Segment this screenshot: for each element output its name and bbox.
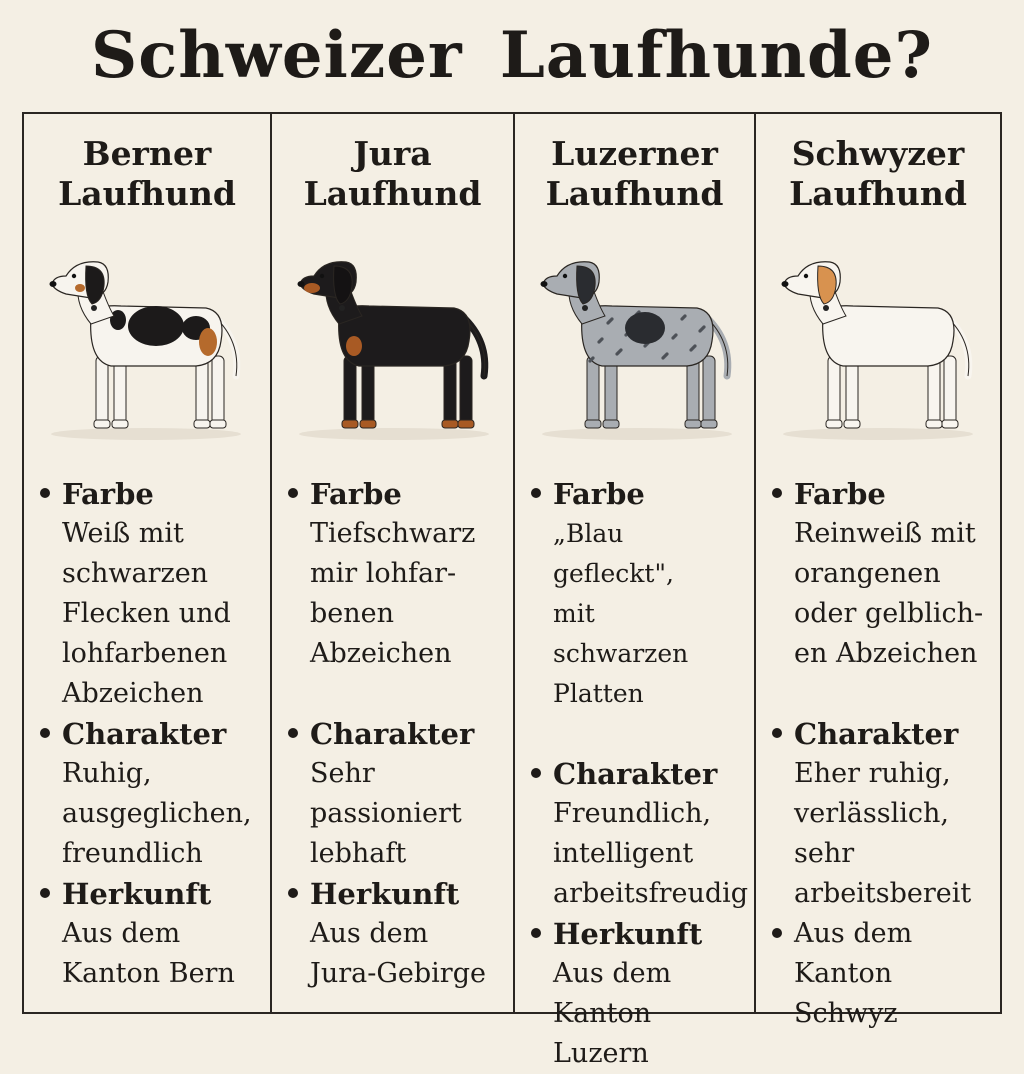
section-label: Charakter: [794, 717, 959, 751]
section-herkunft: [288, 874, 509, 994]
section-herkunft: [531, 914, 750, 1074]
section-text: Aus dem Jura-Gebirge: [310, 918, 486, 989]
bullet-dot: [531, 488, 541, 498]
breed-table: [22, 112, 1002, 1069]
section-herkunft: [772, 914, 996, 1034]
section-text: Aus dem Kanton Luzern: [553, 958, 672, 1069]
section-label: Herkunft: [553, 917, 703, 951]
section-farbe: [40, 474, 266, 714]
bullet-dot: [40, 488, 50, 498]
section-label: Charakter: [310, 717, 475, 751]
column-jura: [272, 114, 515, 1012]
bullet-dot: [40, 888, 50, 898]
breed-name: Schwyzer Laufhund: [789, 134, 967, 213]
section-charakter: [40, 714, 266, 874]
section-charakter: [772, 714, 996, 914]
section-farbe: [772, 474, 996, 674]
section-label: Farbe: [553, 477, 645, 511]
section-charakter: [531, 754, 750, 914]
section-farbe: [288, 474, 509, 674]
section-label: Herkunft: [310, 877, 460, 911]
section-text: Sehr passioniert lebhaft: [310, 758, 462, 869]
section-text: „Blau gefleckt", mit schwarzen Platten: [553, 519, 689, 708]
dog-illustration-schwyzer: [768, 246, 988, 446]
section-herkunft: [40, 874, 266, 994]
section-label: Farbe: [310, 477, 402, 511]
bullet-dot: [531, 768, 541, 778]
dog-illustration-berner: [36, 246, 256, 446]
page-title: Schweizer Laufhunde?: [91, 18, 933, 93]
bullet-dot: [772, 488, 782, 498]
section-text: Tiefschwarz mir lohfar- benen Abzeichen: [310, 518, 476, 669]
section-text: Aus dem Kanton Schwyz: [794, 918, 913, 1029]
bullet-dot: [772, 928, 782, 938]
section-label: Farbe: [62, 477, 154, 511]
section-text: Freundlich, intelligent arbeitsfreudig: [553, 798, 749, 909]
bullet-dot: [288, 888, 298, 898]
breed-name: Berner Laufhund: [58, 134, 236, 213]
section-text: Aus dem Kanton Bern: [62, 918, 235, 989]
dog-illustration-luzerner: [527, 246, 747, 446]
section-farbe: [531, 474, 750, 714]
dog-illustration-jura: [284, 246, 504, 446]
bullet-dot: [531, 928, 541, 938]
column-berner: [24, 114, 272, 1012]
bullet-dot: [288, 728, 298, 738]
bullet-dot: [288, 488, 298, 498]
section-charakter: [288, 714, 509, 874]
breed-name: Jura Laufhund: [303, 134, 482, 213]
section-label: Farbe: [794, 477, 886, 511]
section-text: Ruhig, ausgeglichen, freundlich: [62, 758, 252, 869]
breed-name: Luzerner Laufhund: [545, 134, 724, 213]
section-text: Weiß mit schwarzen Flecken und lohfarbenen Abzeichen: [62, 518, 231, 709]
column-luzerner: [515, 114, 756, 1069]
section-text: Reinweiß mit orangenen oder gelblich- en Abzeichen: [794, 518, 984, 669]
section-label: Herkunft: [62, 877, 212, 911]
bullet-dot: [772, 728, 782, 738]
section-text: Eher ruhig, verlässlich, sehr arbeitsbereit: [794, 758, 972, 909]
section-label: Charakter: [62, 717, 227, 751]
bullet-dot: [40, 728, 50, 738]
section-label: Charakter: [553, 757, 718, 791]
column-schwyzer: [756, 114, 1000, 1029]
